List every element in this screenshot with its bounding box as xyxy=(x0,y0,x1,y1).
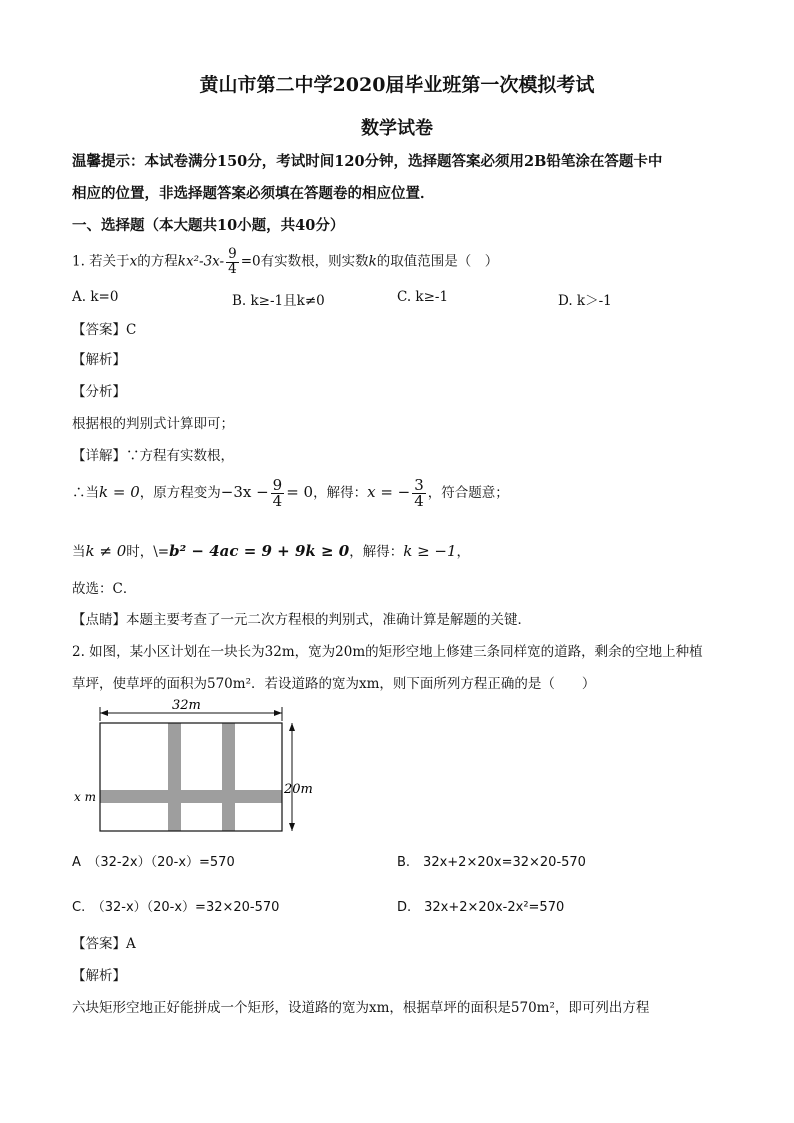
q2-top-arrow-right xyxy=(274,710,282,716)
q1-stem xyxy=(72,248,498,276)
q1-casen-pre: 当 xyxy=(72,544,86,560)
q1-case0-den: 4 xyxy=(272,492,283,510)
q1-case0-k: k = 0 xyxy=(99,483,140,501)
q1-option-d: D. k＞-1 xyxy=(558,293,612,309)
q1-var-x: x xyxy=(129,253,138,270)
exam-subtitle: 数学试卷 xyxy=(361,118,433,139)
q1-answer: 【答案】C xyxy=(72,322,137,338)
q1-case-k-zero xyxy=(72,478,509,509)
q1-case0-num: 9 xyxy=(272,476,283,494)
q1-casen-mid: 时，\= xyxy=(126,544,170,560)
q1-casen-end: ， xyxy=(456,544,471,560)
q1-case0-mid: ，原方程变为 xyxy=(139,485,221,501)
q1-stem-pre: 1. 若关于 xyxy=(72,253,130,270)
q1-fenxi-label: 【分析】 xyxy=(72,384,126,400)
q2-right-label: 20m xyxy=(284,782,313,797)
q2-right-arrow-bottom xyxy=(289,823,295,831)
q2-road-vertical-2 xyxy=(222,723,235,831)
q1-case0-xnum: 3 xyxy=(414,476,424,494)
q1-jiexi-label: 【解析】 xyxy=(72,352,126,368)
q1-case0-solve: ，解得： xyxy=(313,485,368,501)
q1-choose: 故选：C． xyxy=(72,581,137,597)
q1-var-k: k xyxy=(368,253,377,270)
q2-road-horizontal xyxy=(100,790,282,803)
q1-option-c: C. k≥-1 xyxy=(397,289,449,305)
q1-stem-post: 的取值范围是（ ） xyxy=(376,253,499,270)
q1-frac-num: 9 xyxy=(228,246,237,262)
q1-option-b: B. k≥-1且k≠0 xyxy=(232,293,325,309)
notice-line-2: 相应的位置，非选择题答案必须填在答题卷的相应位置． xyxy=(72,185,435,202)
exam-title: 黄山市第二中学2020届毕业班第一次模拟考试 xyxy=(199,74,595,96)
q2-figure xyxy=(72,695,332,845)
q2-jiexi-label: 【解析】 xyxy=(72,968,126,984)
q2-explanation: 六块矩形空地正好能拼成一个矩形，设道路的宽为xm，根据草坪的面积是570m²，即可列出方程 xyxy=(72,1000,650,1016)
q1-case0-eq2: = 0 xyxy=(286,483,314,501)
q1-case0-eq: −3x − xyxy=(220,483,269,501)
q1-case-k-nonzero xyxy=(72,540,470,560)
q2-field-rect xyxy=(100,723,282,831)
q1-case0-x: x = − xyxy=(367,483,411,501)
q2-right-arrow-top xyxy=(289,723,295,731)
q1-stem-mid1: 的方程 xyxy=(137,253,178,270)
q1-stem-mid2: =0有实数根，则实数 xyxy=(240,253,369,270)
q2-stem-line-1: 2. 如图，某小区计划在一块长为32m，宽为20m的矩形空地上修建三条同样宽的道路，剩余的空地上种植 xyxy=(72,644,703,660)
q2-option-b: B. 32x+2×20x=32×20-570 xyxy=(397,855,586,870)
q1-casen-k: k ≠ 0 xyxy=(85,542,127,560)
q2-option-c: C. （32-x）（20-x）=32×20-570 xyxy=(72,900,280,915)
q1-fraction xyxy=(226,248,239,276)
q2-left-label: x m xyxy=(74,790,96,804)
q1-case0-frac xyxy=(271,478,285,509)
q1-dianjing: 【点睛】本题主要考查了一元二次方程根的判别式，准确计算是解题的关键． xyxy=(72,612,531,628)
q2-road-vertical-1 xyxy=(168,723,181,831)
q2-answer: 【答案】A xyxy=(72,936,136,952)
q1-detail: 【详解】∵方程有实数根， xyxy=(72,448,234,464)
q2-top-arrow-left xyxy=(100,710,108,716)
q1-case0-pre: ∴当 xyxy=(72,485,99,501)
q1-case0-xfrac xyxy=(412,478,426,509)
q1-frac-den: 4 xyxy=(228,260,237,277)
q1-poly: kx²-3x- xyxy=(177,253,225,270)
q2-stem-line-2: 草坪，使草坪的面积为570m²．若设道路的宽为xm，则下面所列方程正确的是（ ） xyxy=(72,676,596,692)
q1-method: 根据根的判别式计算即可； xyxy=(72,416,234,432)
q1-casen-res: k ≥ −1 xyxy=(403,542,457,560)
q2-option-a: A （32-2x）（20-x）=570 xyxy=(72,855,235,870)
section-title: 一、选择题（本大题共10小题，共40分） xyxy=(72,217,345,234)
q1-option-a: A. k=0 xyxy=(72,289,119,305)
q2-top-label: 32m xyxy=(172,698,201,713)
q2-option-d: D. 32x+2×20x-2x²=570 xyxy=(397,900,565,915)
q1-casen-eq: b² − 4ac = 9 + 9k ≥ 0 xyxy=(169,542,350,560)
q1-case0-xden: 4 xyxy=(414,492,424,510)
notice-line-1: 温馨提示：本试卷满分150分，考试时间120分钟，选择题答案必须用2B铅笔涂在答题卡中 xyxy=(72,153,663,170)
q1-casen-solve: ，解得： xyxy=(349,544,404,560)
q1-case0-end: ，符合题意； xyxy=(427,485,509,501)
